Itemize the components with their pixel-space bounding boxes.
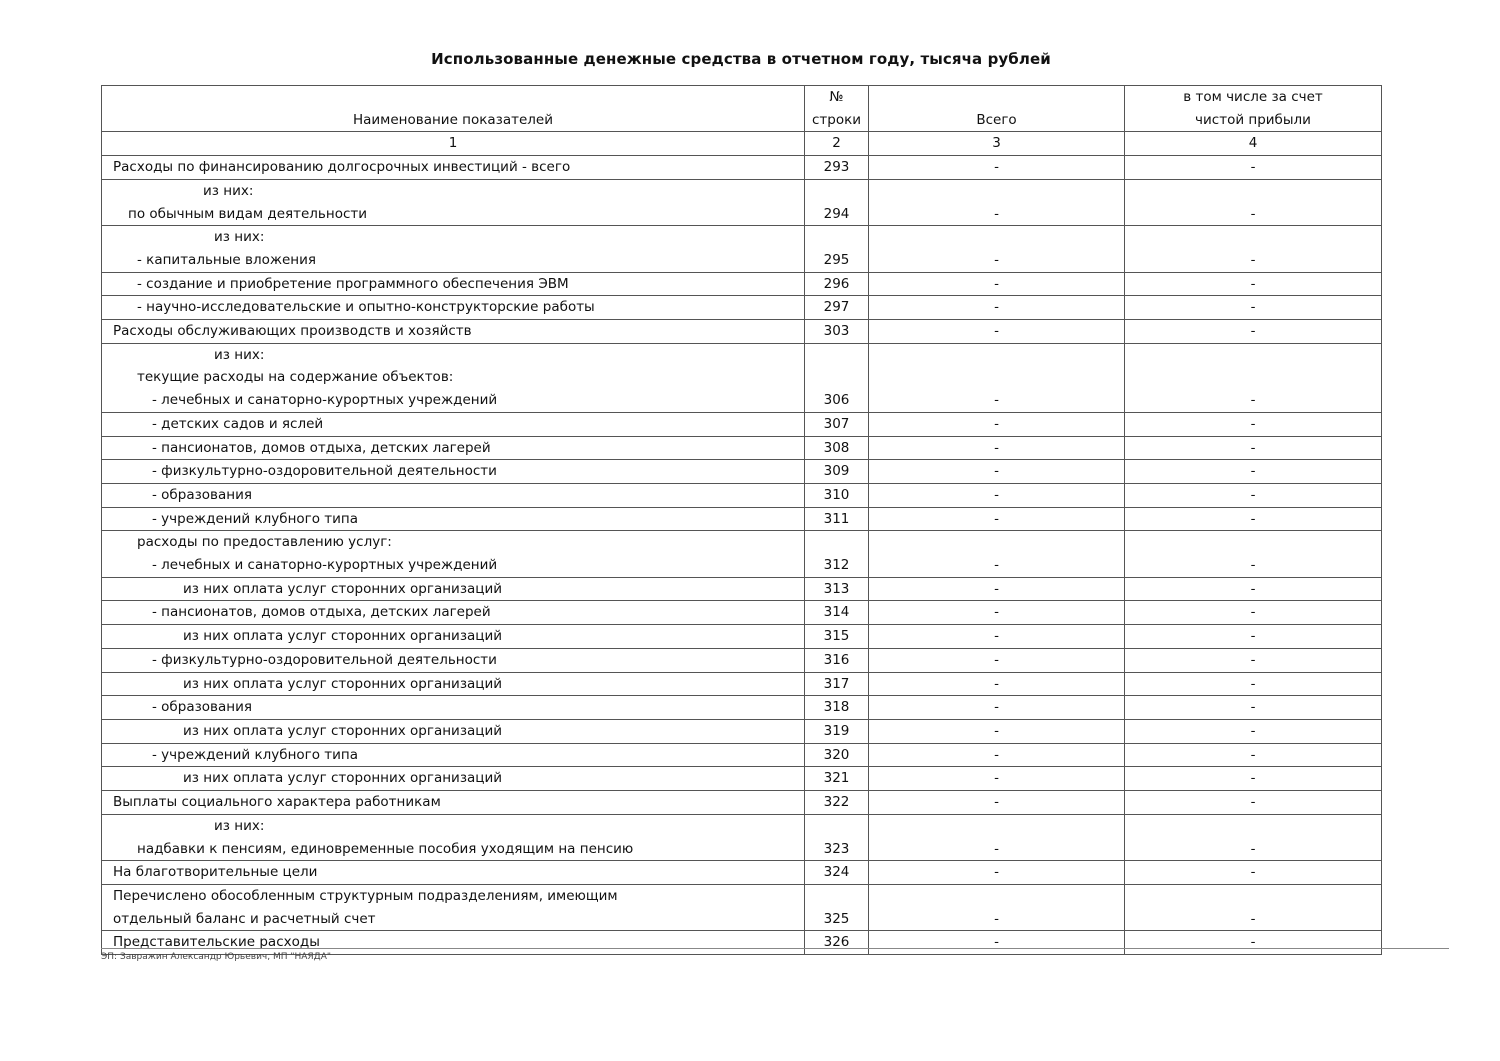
indicator-name-cell — [102, 320, 805, 344]
total-value-cell: - — [869, 648, 1125, 672]
report-body — [102, 156, 1382, 955]
net-profit-value-cell: - — [1125, 296, 1382, 320]
total-value-cell: - — [869, 531, 1125, 577]
row-code-cell: 293 — [805, 156, 869, 180]
row-code-cell: 325 — [805, 884, 869, 930]
row-code-cell: 296 — [805, 272, 869, 296]
total-value-cell: - — [869, 861, 1125, 885]
net-profit-value-cell: - — [1125, 884, 1382, 930]
indicator-name-line: из них оплата услуг сторонних организаций — [183, 722, 503, 739]
total-value-cell: - — [869, 884, 1125, 930]
table-row — [102, 320, 1382, 344]
footer-signature-note: ЭП: Завражин Александр Юрьевич, МП "НАЯДА" — [101, 952, 331, 962]
net-profit-value-cell: - — [1125, 601, 1382, 625]
row-code-cell: 294 — [805, 179, 869, 225]
indicator-name-line: из них оплата услуг сторонних организаций — [183, 580, 503, 597]
net-profit-value-cell: - — [1125, 743, 1382, 767]
row-code-cell: 311 — [805, 507, 869, 531]
net-profit-value-cell: - — [1125, 719, 1382, 743]
net-profit-value-cell: - — [1125, 507, 1382, 531]
table-row — [102, 156, 1382, 180]
indicator-name-line: - физкультурно-оздоровительной деятельности — [152, 651, 497, 668]
column-number-1: 1 — [102, 132, 805, 156]
indicator-name-line: отдельный баланс и расчетный счет — [113, 910, 376, 927]
table-row — [102, 625, 1382, 649]
header-net-profit-line2: чистой прибыли — [1195, 111, 1311, 128]
indicator-name-line: - образования — [152, 699, 252, 716]
indicator-name-line: - капитальные вложения — [137, 251, 317, 268]
indicator-name-line: - пансионатов, домов отдыха, детских лагерей — [152, 439, 491, 456]
header-row-number — [805, 86, 869, 132]
table-row — [102, 767, 1382, 791]
total-value-cell: - — [869, 601, 1125, 625]
column-number-row — [102, 132, 1382, 156]
indicator-name-line: Перечислено обособленным структурным подразделениям, имеющим — [113, 887, 618, 904]
indicator-name-cell — [102, 743, 805, 767]
total-value-cell: - — [869, 743, 1125, 767]
indicator-name-cell — [102, 156, 805, 180]
indicator-name-cell — [102, 814, 805, 860]
row-code-cell: 313 — [805, 577, 869, 601]
total-value-cell: - — [869, 767, 1125, 791]
table-row — [102, 861, 1382, 885]
table-row — [102, 436, 1382, 460]
net-profit-value-cell: - — [1125, 483, 1382, 507]
row-code-cell: 316 — [805, 648, 869, 672]
indicator-name-cell — [102, 648, 805, 672]
indicator-name-line: - физкультурно-оздоровительной деятельности — [152, 463, 497, 480]
table-row — [102, 931, 1382, 955]
net-profit-value-cell: - — [1125, 672, 1382, 696]
table-row — [102, 507, 1382, 531]
total-value-cell: - — [869, 412, 1125, 436]
net-profit-value-cell: - — [1125, 791, 1382, 815]
indicator-name-cell — [102, 179, 805, 225]
indicator-name-cell — [102, 719, 805, 743]
indicator-name-line: Расходы обслуживающих производств и хозяйств — [113, 323, 472, 340]
total-value-cell: - — [869, 814, 1125, 860]
net-profit-value-cell: - — [1125, 696, 1382, 720]
header-row-number-line2: строки — [811, 111, 862, 128]
header-net-profit-line1: в том числе за счет — [1183, 89, 1323, 105]
indicator-name-cell — [102, 531, 805, 577]
indicator-name-line: расходы по предоставлению услуг: — [137, 534, 392, 551]
net-profit-value-cell: - — [1125, 648, 1382, 672]
table-row — [102, 577, 1382, 601]
table-row — [102, 648, 1382, 672]
indicator-name-cell — [102, 343, 805, 412]
indicator-name-cell — [102, 507, 805, 531]
row-code-cell: 326 — [805, 931, 869, 955]
indicator-name-line: из них: — [203, 182, 254, 199]
indicator-name-cell — [102, 412, 805, 436]
total-value-cell: - — [869, 791, 1125, 815]
column-number-4: 4 — [1125, 132, 1382, 156]
total-value-cell: - — [869, 156, 1125, 180]
indicator-name-line: На благотворительные цели — [113, 864, 318, 881]
row-code-cell: 322 — [805, 791, 869, 815]
total-value-cell: - — [869, 625, 1125, 649]
net-profit-value-cell: - — [1125, 577, 1382, 601]
header-net-profit — [1125, 86, 1382, 132]
total-value-cell: - — [869, 507, 1125, 531]
total-value-cell: - — [869, 179, 1125, 225]
total-value-cell: - — [869, 931, 1125, 955]
net-profit-value-cell: - — [1125, 436, 1382, 460]
total-value-cell: - — [869, 719, 1125, 743]
indicator-name-line: - учреждений клубного типа — [152, 746, 359, 763]
table-row — [102, 531, 1382, 577]
indicator-name-line: из них: — [214, 817, 265, 834]
row-code-cell: 320 — [805, 743, 869, 767]
row-code-cell: 317 — [805, 672, 869, 696]
table-row — [102, 696, 1382, 720]
indicator-name-cell — [102, 884, 805, 930]
table-row — [102, 483, 1382, 507]
row-code-cell: 309 — [805, 460, 869, 484]
net-profit-value-cell: - — [1125, 625, 1382, 649]
header-total-text: Всего — [976, 111, 1017, 128]
indicator-name-cell — [102, 272, 805, 296]
page-title: Использованные денежные средства в отчетном году, тысяча рублей — [431, 50, 1051, 68]
indicator-name-cell — [102, 625, 805, 649]
net-profit-value-cell: - — [1125, 156, 1382, 180]
row-code-cell: 306 — [805, 343, 869, 412]
net-profit-value-cell: - — [1125, 531, 1382, 577]
table-row — [102, 743, 1382, 767]
header-row-number-line1: № — [829, 89, 844, 105]
total-value-cell: - — [869, 320, 1125, 344]
net-profit-value-cell: - — [1125, 814, 1382, 860]
row-code-cell: 303 — [805, 320, 869, 344]
indicator-name-line: - лечебных и санаторно-курортных учреждений — [152, 392, 498, 409]
table-row — [102, 412, 1382, 436]
row-code-cell: 321 — [805, 767, 869, 791]
row-code-cell: 310 — [805, 483, 869, 507]
net-profit-value-cell: - — [1125, 412, 1382, 436]
row-code-cell: 308 — [805, 436, 869, 460]
row-code-cell: 319 — [805, 719, 869, 743]
indicator-name-line: из них: — [214, 346, 265, 363]
net-profit-value-cell: - — [1125, 272, 1382, 296]
indicator-name-cell — [102, 460, 805, 484]
indicator-name-line: - научно-исследовательские и опытно-конструкторские работы — [137, 299, 595, 316]
net-profit-value-cell: - — [1125, 179, 1382, 225]
indicator-name-cell — [102, 861, 805, 885]
indicator-name-cell — [102, 696, 805, 720]
indicator-name-line: из них: — [214, 229, 265, 246]
indicator-name-line: Выплаты социального характера работникам — [113, 794, 441, 811]
column-number-2: 2 — [805, 132, 869, 156]
table-row — [102, 226, 1382, 272]
column-number-3: 3 — [869, 132, 1125, 156]
indicator-name-line: - детских садов и яслей — [152, 415, 324, 432]
header-total — [869, 86, 1125, 132]
total-value-cell: - — [869, 460, 1125, 484]
indicator-name-line: из них оплата услуг сторонних организаций — [183, 675, 503, 692]
indicator-name-cell — [102, 672, 805, 696]
indicator-name-line: Представительские расходы — [113, 934, 320, 951]
row-code-cell: 318 — [805, 696, 869, 720]
table-row — [102, 814, 1382, 860]
table-row — [102, 343, 1382, 412]
table-row — [102, 272, 1382, 296]
total-value-cell: - — [869, 226, 1125, 272]
indicator-name-line: Расходы по финансированию долгосрочных инвестиций - всего — [113, 159, 571, 176]
table-row — [102, 719, 1382, 743]
row-code-cell: 312 — [805, 531, 869, 577]
header-indicator-name-text: Наименование показателей — [352, 111, 554, 128]
total-value-cell: - — [869, 483, 1125, 507]
net-profit-value-cell: - — [1125, 460, 1382, 484]
table-row — [102, 791, 1382, 815]
table-header-row — [102, 86, 1382, 132]
total-value-cell: - — [869, 577, 1125, 601]
total-value-cell: - — [869, 296, 1125, 320]
row-code-cell: 323 — [805, 814, 869, 860]
row-code-cell: 297 — [805, 296, 869, 320]
table-row — [102, 601, 1382, 625]
indicator-name-cell — [102, 791, 805, 815]
indicator-name-cell — [102, 436, 805, 460]
table-row — [102, 884, 1382, 930]
indicator-name-line: текущие расходы на содержание объектов: — [137, 369, 454, 386]
row-code-cell: 307 — [805, 412, 869, 436]
indicator-name-line: - создание и приобретение программного обеспечения ЭВМ — [137, 275, 569, 292]
total-value-cell: - — [869, 672, 1125, 696]
net-profit-value-cell: - — [1125, 767, 1382, 791]
net-profit-value-cell: - — [1125, 861, 1382, 885]
total-value-cell: - — [869, 343, 1125, 412]
indicator-name-line: из них оплата услуг сторонних организаций — [183, 770, 503, 787]
indicator-name-cell — [102, 483, 805, 507]
indicator-name-line: из них оплата услуг сторонних организаций — [183, 628, 503, 645]
indicator-name-line: - учреждений клубного типа — [152, 510, 359, 527]
indicator-name-cell — [102, 577, 805, 601]
table-row — [102, 672, 1382, 696]
table-row — [102, 179, 1382, 225]
net-profit-value-cell: - — [1125, 320, 1382, 344]
table-row — [102, 296, 1382, 320]
footer-divider — [101, 948, 1449, 949]
total-value-cell: - — [869, 436, 1125, 460]
table-row — [102, 460, 1382, 484]
net-profit-value-cell: - — [1125, 343, 1382, 412]
indicator-name-line: надбавки к пенсиям, единовременные пособия уходящим на пенсию — [137, 840, 634, 857]
indicator-name-cell — [102, 931, 805, 955]
indicator-name-line: по обычным видам деятельности — [128, 205, 368, 222]
row-code-cell: 295 — [805, 226, 869, 272]
report-table — [101, 85, 1382, 955]
row-code-cell: 324 — [805, 861, 869, 885]
indicator-name-line: - лечебных и санаторно-курортных учреждений — [152, 557, 498, 574]
net-profit-value-cell: - — [1125, 226, 1382, 272]
net-profit-value-cell: - — [1125, 931, 1382, 955]
indicator-name-cell — [102, 226, 805, 272]
row-code-cell: 315 — [805, 625, 869, 649]
header-indicator-name — [102, 86, 805, 132]
total-value-cell: - — [869, 272, 1125, 296]
row-code-cell: 314 — [805, 601, 869, 625]
total-value-cell: - — [869, 696, 1125, 720]
indicator-name-line: - образования — [152, 486, 252, 503]
indicator-name-cell — [102, 601, 805, 625]
indicator-name-line: - пансионатов, домов отдыха, детских лагерей — [152, 604, 491, 621]
indicator-name-cell — [102, 296, 805, 320]
indicator-name-cell — [102, 767, 805, 791]
